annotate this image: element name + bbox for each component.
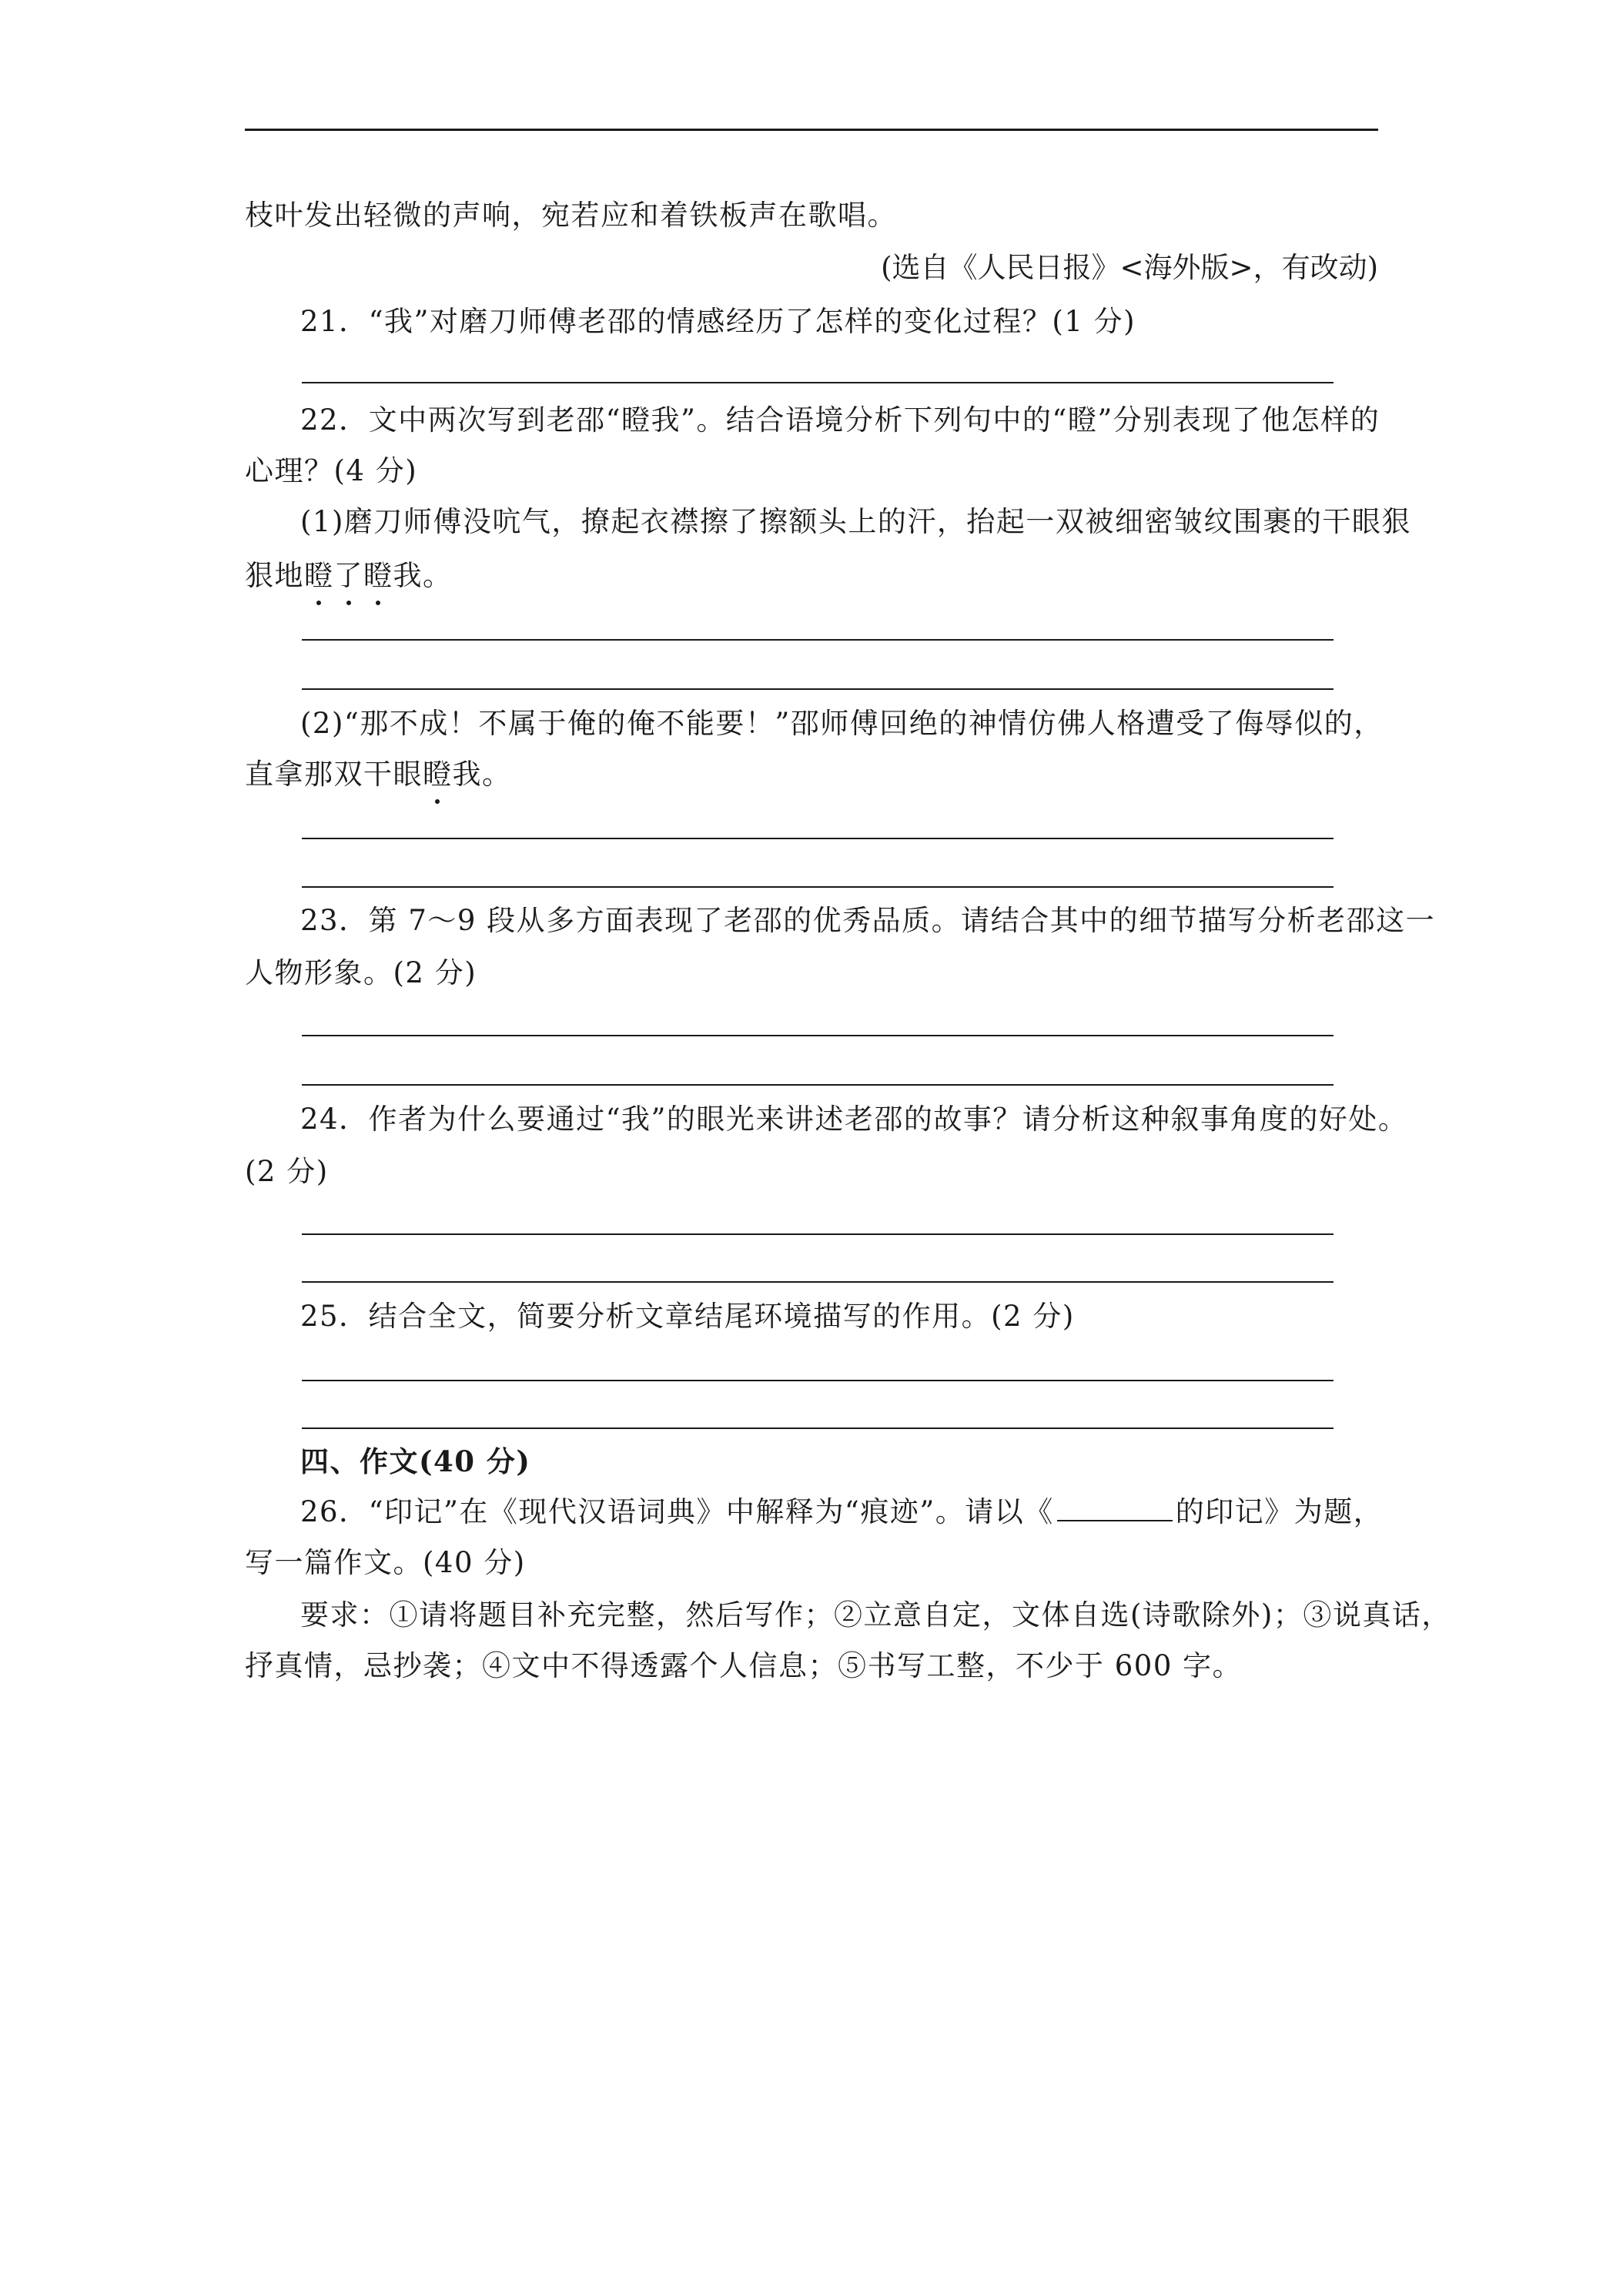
question-22-line1: 22．文中两次写到老邵“瞪我”。结合语境分析下列句中的“瞪”分别表现了他怎样的 <box>300 403 1380 437</box>
emphasis-char: 瞪 <box>304 554 334 597</box>
passage-end: 枝叶发出轻微的声响，宛若应和着铁板声在歌唱。 <box>245 199 897 232</box>
answer-line-23b[interactable] <box>302 1084 1334 1086</box>
question-23-line1: 23．第 7～9 段从多方面表现了老邵的优秀品质。请结合其中的细节描写分析老邵这一 <box>300 904 1436 937</box>
question-21: 21．“我”对磨刀师傅老邵的情感经历了怎样的变化过程？(1 分) <box>300 305 1136 338</box>
answer-line-24a[interactable] <box>302 1233 1334 1235</box>
question-25: 25．结合全文，简要分析文章结尾环境描写的作用。(2 分) <box>300 1300 1075 1333</box>
question-26-line2: 写一篇作文。(40 分) <box>245 1546 526 1579</box>
requirements-line1: 要求：①请将题目补充完整，然后写作；②立意自定，文体自选(诗歌除外)；③说真话， <box>300 1598 1451 1632</box>
source-citation: (选自《人民日报》<海外版>，有改动) <box>881 251 1378 284</box>
answer-line-25b[interactable] <box>302 1427 1334 1429</box>
answer-line-22-2a[interactable] <box>302 838 1334 839</box>
q22-1-text-a: 狠地 <box>245 559 304 592</box>
answer-line-22-2b[interactable] <box>302 886 1334 888</box>
emphasis-char: 了 <box>334 554 364 597</box>
answer-line-22-1b[interactable] <box>302 688 1334 690</box>
requirements-line2: 抒真情，忌抄袭；④文中不得透露个人信息；⑤书写工整，不少于 600 字。 <box>245 1649 1243 1682</box>
question-22-2-line2 <box>245 753 512 796</box>
q26-text-a: 26．“印记”在《现代汉语词典》中解释为“痕迹”。请以《 <box>300 1495 1054 1528</box>
emphasis-char: 瞪 <box>363 554 393 597</box>
section-heading-composition: 四、作文(40 分) <box>300 1444 531 1478</box>
question-23-line2: 人物形象。(2 分) <box>245 956 477 989</box>
q22-2-text-b: 我。 <box>452 758 512 791</box>
answer-line-21[interactable] <box>302 382 1334 383</box>
question-22-1-line1: (1)磨刀师傅没吭气，撩起衣襟擦了擦额头上的汗，抬起一双被细密皱纹围裹的干眼狠 <box>300 505 1411 538</box>
question-24-line2: (2 分) <box>245 1155 329 1188</box>
answer-line-25a[interactable] <box>302 1380 1334 1381</box>
question-22-line2: 心理？(4 分) <box>245 454 418 487</box>
question-26-line1 <box>300 1491 1383 1534</box>
q22-1-text-b: 我。 <box>393 559 453 592</box>
answer-line-23a[interactable] <box>302 1035 1334 1036</box>
q22-2-text-a: 直拿那双干眼 <box>245 758 423 791</box>
answer-line-22-1a[interactable] <box>302 639 1334 641</box>
question-22-1-line2 <box>245 554 453 597</box>
title-blank[interactable] <box>1057 1495 1173 1521</box>
question-24-line1: 24．作者为什么要通过“我”的眼光来讲述老邵的故事？请分析这种叙事角度的好处。 <box>300 1103 1408 1136</box>
q26-text-b: 的印记》为题， <box>1175 1495 1384 1528</box>
answer-line-24b[interactable] <box>302 1281 1334 1283</box>
question-22-2-line1: (2)“那不成！不属于俺的俺不能要！”邵师傅回绝的神情仿佛人格遭受了侮辱似的， <box>300 707 1384 740</box>
header-rule <box>245 129 1378 131</box>
emphasis-char: 瞪 <box>423 753 453 796</box>
